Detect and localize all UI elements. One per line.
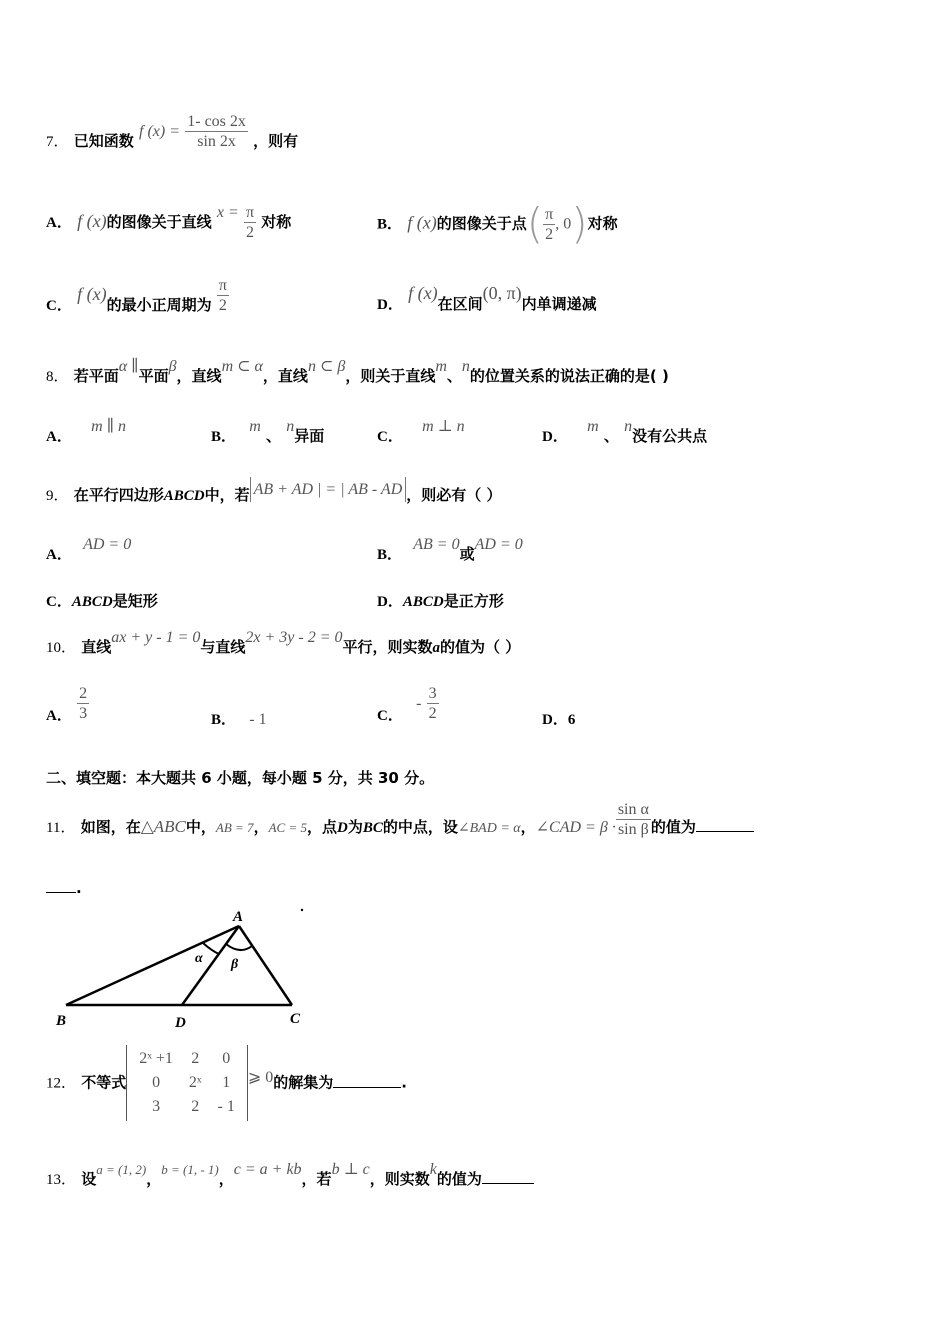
question-13: 13． 设a = (1, 2)，b = (1, - 1)，c = a + kb，若b ⊥ c，则实数k的值为 [46,1168,534,1189]
answer-blank[interactable] [696,817,754,832]
question-text: 已知函数 [73,132,134,150]
svg-text:B: B [56,1013,67,1029]
option-b[interactable]: B． m 、 n异面 [211,418,325,445]
question-7 [46,113,299,161]
question-12: 12． 不等式 2ˣ +1 2 0 0 2ˣ 1 3 2 - 1 ⩾ 0的解集为 . [46,1045,407,1121]
option-b[interactable]: B． f (x)的图像关于点( $\frac{\pi}{2}$ , 0)对称 [377,199,618,248]
option-b[interactable]: B． AB = 0或AD = 0 [377,536,523,563]
option-b[interactable]: B． - 1 [211,711,267,728]
question-9: 9． 在平行四边形ABCD中，若 AB + AD | = | AB - AD ，则必有（ ） [46,484,501,505]
determinant: 2ˣ +1 2 0 0 2ˣ 1 3 2 - 1 [126,1045,248,1121]
math-expression: f (x) = [139,123,180,140]
answer-blank[interactable] [482,1169,534,1184]
section-heading: 二、填空题：本大题共 6 小题，每小题 5 分，共 30 分。 [46,769,435,787]
option-a[interactable]: A． $\frac{2}{3}$ [46,685,88,724]
svg-text:β: β [231,957,239,972]
option-c[interactable]: C．ABCD是矩形 [46,592,158,610]
answer-blank-continued: . [46,878,82,897]
option-a[interactable]: A． m ∥ n [46,418,127,445]
option-d[interactable]: D． f (x)在区间(0, π)内单调递减 [377,283,597,313]
option-c[interactable]: C． m ⊥ n [377,418,465,445]
option-d[interactable]: D．6 [542,712,576,728]
triangle-diagram [50,905,320,1035]
question-11: 11． 如图，在△ABC中，AB = 7，AC = 5，点D为BC的中点，设∠BAD = α，∠CAD = β · $\frac{\text{sin α}}{\text{sin β}}$ 的值为 [46,808,754,847]
svg-text:A: A [233,909,244,925]
question-8: 8． 若平面α ∥平面β，直线m ⊂ α，直线n ⊂ β，则关于直线m、n的位置关系的说法正确的是( ) [46,358,669,385]
option-a[interactable]: A． AD = 0 [46,536,132,563]
svg-text:C: C [290,1011,301,1027]
question-10: 10． 直线ax + y - 1 = 0与直线2x + 3y - 2 = 0平行，则实数a的值为（ ） [46,629,521,656]
option-a[interactable]: A． f (x)的图像关于直线 x = $\frac{\pi}{2}$ 对称 [46,204,292,241]
math-expression: AB + AD | = | AB - AD [250,477,407,502]
question-number: 7． [46,134,69,150]
option-c[interactable]: C． - $\frac{3}{2}$ [377,685,437,724]
svg-text:α: α [195,951,203,966]
triangle-figure [50,905,320,1035]
option-d[interactable]: D． m 、 n没有公共点 [542,418,708,445]
option-d[interactable]: D．ABCD是正方形 [377,592,504,610]
fraction: $\frac{1- \cos 2x}{\sin 2x}$ [187,113,246,150]
svg-text:D: D [175,1015,186,1031]
answer-blank[interactable] [46,878,76,893]
question-text: ，则有 [253,132,299,150]
answer-blank[interactable] [333,1073,401,1088]
option-c[interactable]: C． f (x)的最小正周期为 $\frac{\pi}{2}$ [46,277,227,314]
